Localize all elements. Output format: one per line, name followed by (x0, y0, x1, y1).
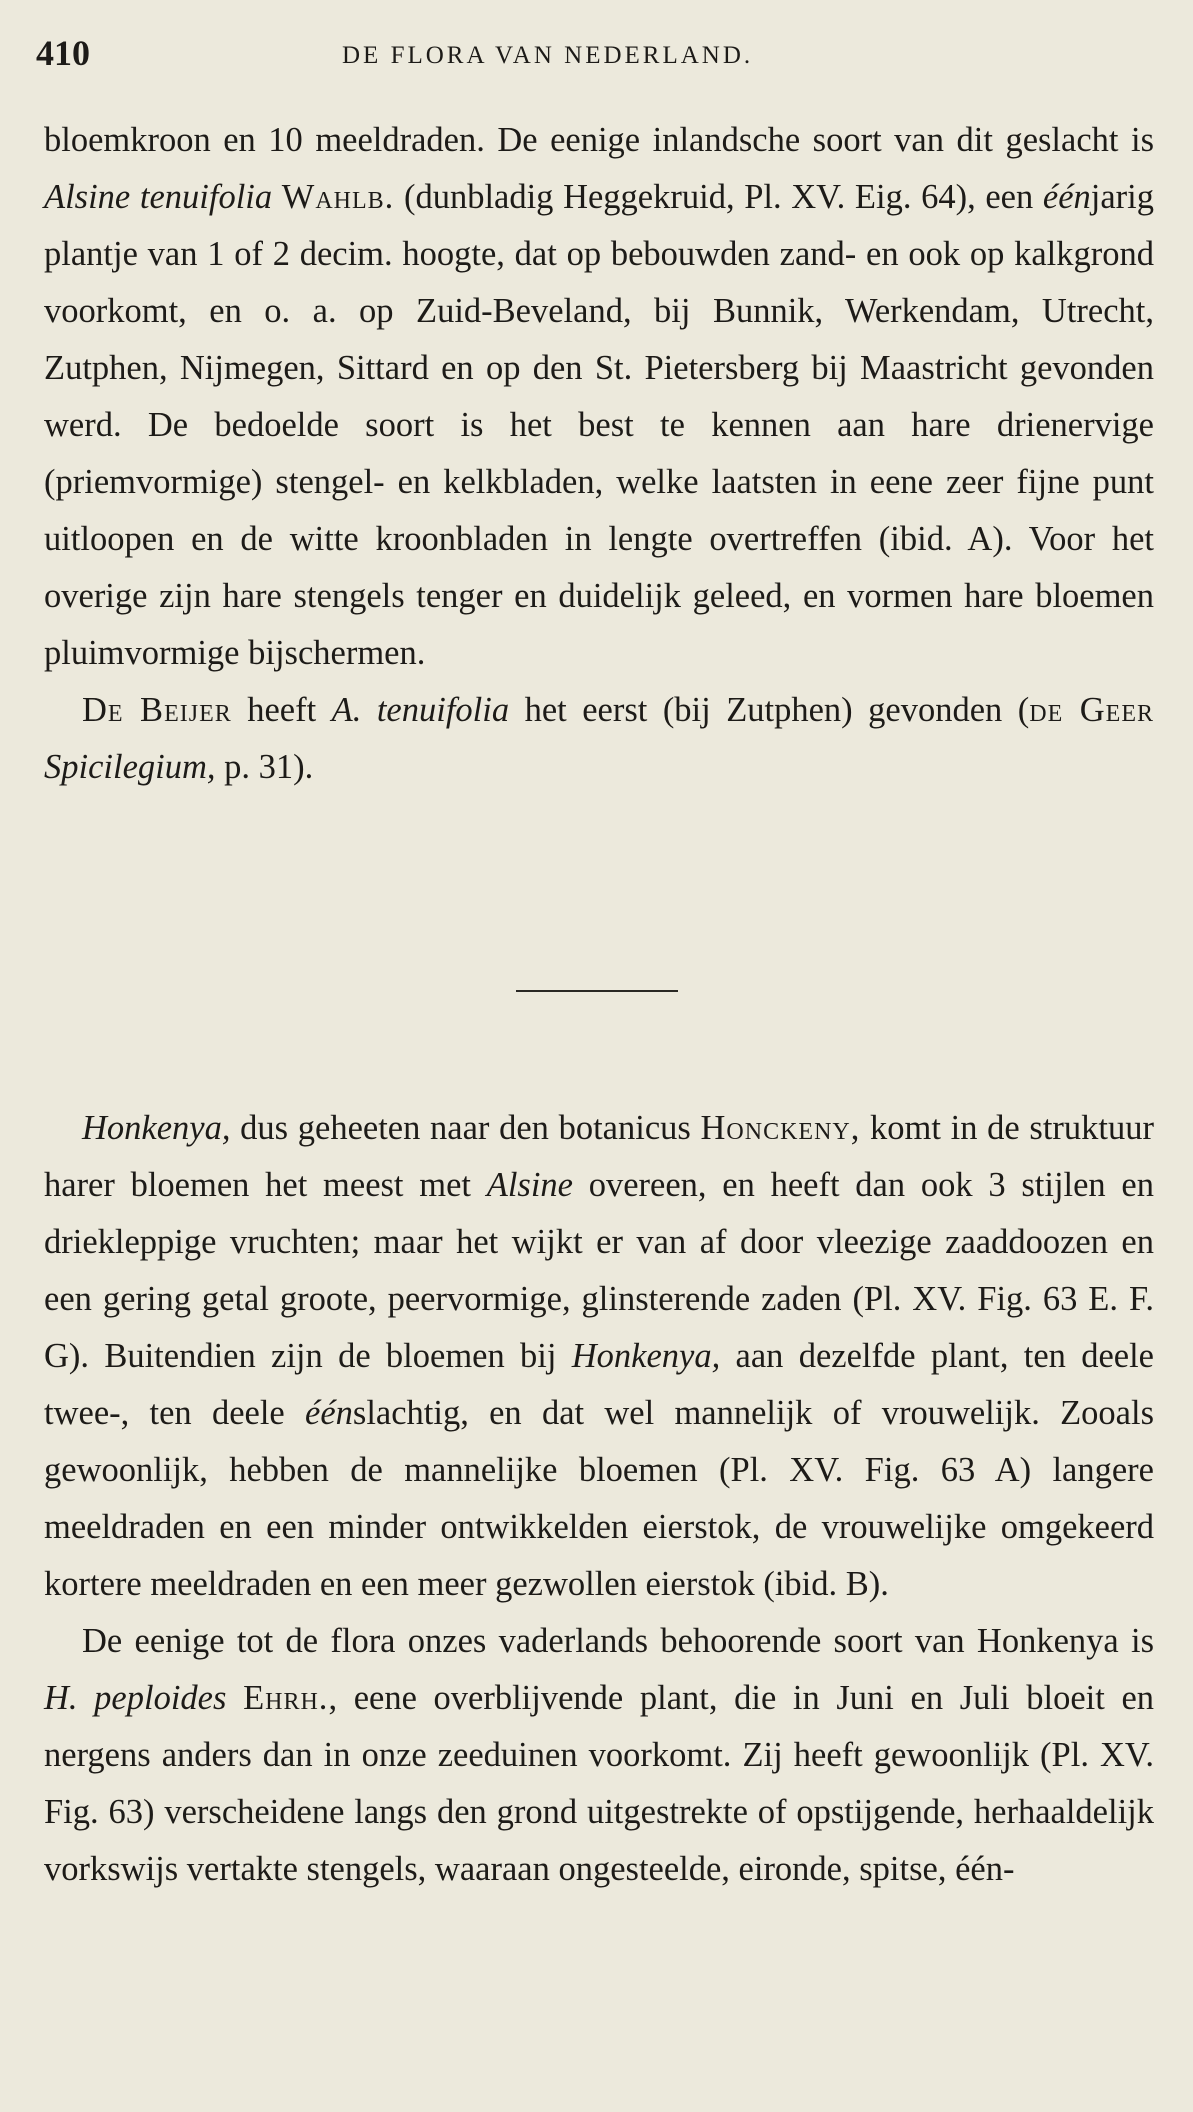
species-name: Alsine tenuifolia (44, 178, 273, 216)
author-name: Wahlb. (281, 178, 395, 216)
text-run: p. 31). (215, 748, 314, 786)
paragraph-alsine-discovery (44, 682, 1154, 796)
paragraph-honkenya-species (44, 1613, 1154, 1898)
running-title: DE FLORA VAN NEDERLAND. (342, 42, 754, 69)
genus-name: Alsine (486, 1166, 573, 1204)
text-run: bloemkroon en 10 meeldraden. De eenige inlandsche soort van dit geslacht is (44, 121, 1154, 159)
section-honkenya (44, 1100, 1154, 1898)
text-run: dus geheeten naar den botanicus (230, 1109, 701, 1147)
text-run: (dunbladig Heggekruid, Pl. XV. Eig. 64), een (394, 178, 1043, 216)
text-run: komt in de struktuur harer bloemen het meest met (44, 1109, 1154, 1204)
paragraph-alsine-description (44, 112, 1154, 682)
text-run: heeft (231, 691, 332, 729)
text-run: jarig plantje van 1 of 2 decim. hoogte, dat op bebouwden zand- en ook op kalkgrond voorkomt, en o. a. op Zuid-Beveland, bij Bunnik, Werkendam, Utrecht, Zutphen, Nijmegen, Sittard en op den St. Pietersberg bij Maastricht gevonden werd. De bedoelde soort is het best te kennen aan hare drienervige (priemvormige) stengel- en kelkbladen, welke laatsten in eene zeer fijne punt uitloopen en de witte kroonbladen in lengte overtreffen (ibid. A). Voor het overige zijn hare stengels tenger en duidelijk geleed, en vormen hare bloemen pluimvormige bijschermen. (44, 178, 1155, 672)
page-header (36, 32, 1166, 82)
genus-name: Honkenya, (82, 1109, 231, 1147)
text-run: aan dezelfde plant, ten deele twee-, ten deele (44, 1337, 1154, 1432)
author-name: De Beijer (82, 691, 232, 729)
text-run: het eerst (bij Zutphen) gevonden ( (509, 691, 1030, 729)
author-name: de Geer (1029, 691, 1154, 729)
text-run: , eene overblijvende plant, die in Juni en Juli bloeit en nergens anders dan in onze zeeduinen voorkomt. Zij heeft gewoonlijk (Pl. XV. Fig. 63) verscheidene langs den grond uitgestrekte of opstijgende, herhaaldelijk vorkswijs vertakte stengels, waaraan ongesteelde, eironde, spitse, één- (44, 1679, 1155, 1888)
emphasis: één (1042, 178, 1091, 216)
text-run: De eenige tot de flora onzes vaderlands behoorende soort van Honkenya is (82, 1622, 1154, 1660)
species-name: H. peploides (44, 1679, 227, 1717)
paragraph-honkenya-description (44, 1100, 1154, 1613)
author-name: Ehrh. (243, 1679, 329, 1717)
text-run: slachtig, en dat wel mannelijk of vrouwelijk. Zooals gewoonlijk, hebben de mannelijke bloemen (Pl. XV. Fig. 63 A) langere meeldraden en een minder ontwikkelden eierstok, de vrouwelijke omgekeerd kortere meeldraden en een meer gezwollen eierstok (ibid. B). (44, 1394, 1154, 1603)
genus-name: Honkenya, (571, 1337, 721, 1375)
emphasis: één (305, 1394, 353, 1432)
text-run: overeen, en heeft dan ook 3 stijlen en driekleppige vruchten; maar het wijkt er van af door vleezige zaaddoozen en een gering getal groote, peervormige, glinsterende zaden (Pl. XV. Fig. 63 E. F. G). Buitendien zijn de bloemen bij (44, 1166, 1154, 1375)
section-alsine (44, 112, 1154, 796)
work-title: Spicilegium, (44, 748, 216, 786)
species-name: A. tenuifolia (331, 691, 510, 729)
page-number: 410 (36, 33, 90, 73)
botanist-name: Honckeny, (700, 1109, 861, 1147)
section-divider (516, 990, 678, 992)
